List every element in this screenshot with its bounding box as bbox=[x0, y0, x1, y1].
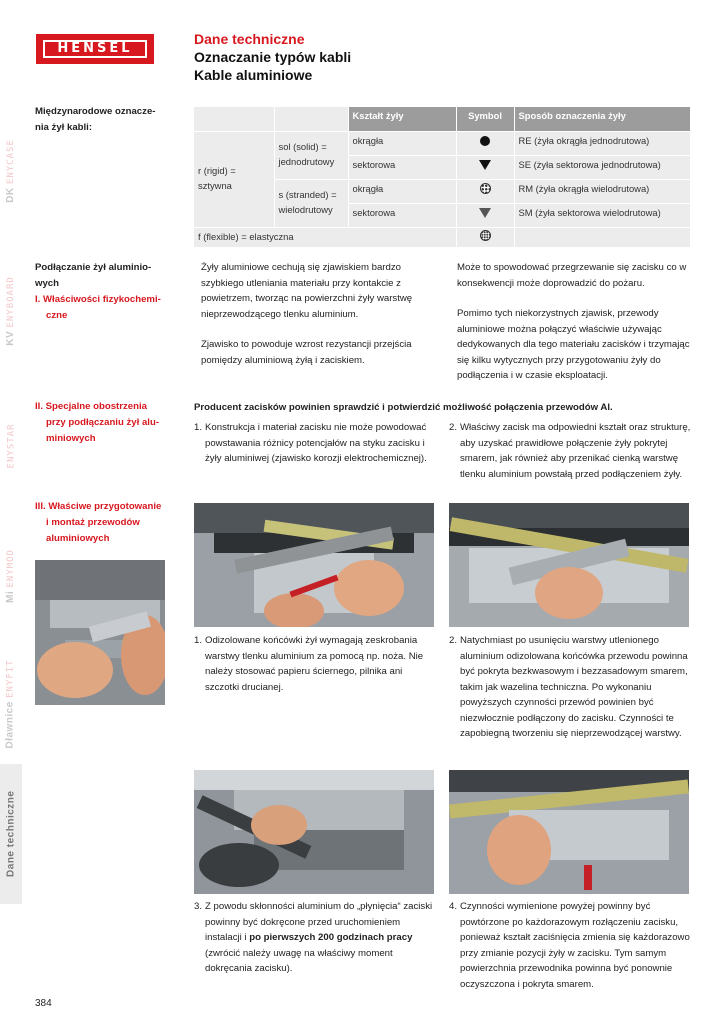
side-tab-dlawnice[interactable]: Dławnice ENYFIT bbox=[5, 658, 17, 749]
sec3-step-4: 4. Czynności wymienione powyżej powinny być powtórzone po każdorazowym rozłączeniu zacisku, ponieważ kształt zaciśnięcia zmienia się każdorazowo przy zmianie pozycji żyły w zacisku. Tym samym powierzchnia przewodnika powinna być ponownie oczyszczona i pokryta smarem. bbox=[449, 901, 690, 990]
table-cell: sektorowa bbox=[348, 155, 456, 179]
table-cell-symbol bbox=[456, 203, 514, 227]
header-subtitle-2: Kable aluminiowe bbox=[194, 67, 313, 83]
sector-solid-icon bbox=[479, 160, 491, 170]
photo-stripping-knife bbox=[35, 560, 165, 705]
label-intl-designation: Międzynarodowe oznacze- nia żył kabli: bbox=[35, 106, 156, 133]
page-number: 384 bbox=[35, 998, 52, 1009]
round-solid-icon bbox=[480, 136, 490, 146]
table-cell: RE (żyła okrągła jednodrutowa) bbox=[514, 131, 691, 155]
sec1-left-text: Żyły aluminiowe cechują się zjawiskiem bardzo szybkiego utleniania materiału przy kontakcie z powietrzem, tworząc na powierzchni żyły warstwę nieprzewodzącego tlenku aluminium. Zjawisko to powoduje wzrost rezystancji przejścia pomiędzy aluminiową żyłą i zaciskiem. bbox=[201, 262, 413, 366]
label-section-3: III. Właściwe przygotowanie i montaż przewodów aluminiowych bbox=[35, 501, 162, 544]
round-stranded-icon bbox=[480, 183, 491, 194]
logo-text: HENSEL bbox=[43, 40, 147, 58]
sec3-step-3: 3. Z powodu skłonności aluminium do „płynięcia“ zaciski powinny być dokręcone przed uruchomieniem instalacji i po pierwszych 200 godzinach pracy (zwrócić należy uwagę na właściwy moment dokręcania zacisku). bbox=[194, 901, 433, 974]
table-header: Symbol bbox=[456, 107, 514, 131]
sec2-item-1: 1. Konstrukcja i materiał zacisku nie może powodować powstawania różnicy potencjałów na styku zacisku i żyły aluminiwej (zjawisko korozji elektrochemicznej). bbox=[194, 422, 427, 464]
table-row bbox=[194, 131, 691, 155]
side-tabs bbox=[0, 96, 22, 906]
table-cell-rigid: r (rigid) = sztywna bbox=[194, 131, 274, 227]
table-cell-symbol bbox=[456, 131, 514, 155]
sec1-right-text: Może to spowodować przegrzewanie się zacisku co w konsekwencji może doprowadzić do pożaru. Pomimo tych niekorzystnych zjawisk, przewody aluminiowe można połączyć właściwie używając dedykowanych dla tego materiału zacisków i trzymając się kilku wytycznych przy przygotowaniu żyły do podłączenia i w czasie eksploatacji. bbox=[457, 262, 690, 381]
sec3-step-1: 1. Odizolowane końcówki żył wymagają zeskrobania warstwy tlenku aluminium za pomocą np. noża. Nie należy stosować papieru ściernego, pilnika ani szczotki drucianej. bbox=[194, 635, 424, 693]
table-header: Sposób oznaczenia żyły bbox=[514, 107, 691, 131]
table-cell bbox=[514, 227, 691, 248]
table-cell-symbol bbox=[456, 179, 514, 203]
table-cell-flexible: f (flexible) = elastyczna bbox=[194, 227, 456, 248]
side-tab-enystar[interactable]: ENYSTAR bbox=[6, 423, 17, 469]
label-section-1: I. Właściwości fizykochemi- czne bbox=[35, 294, 161, 321]
table-header: Kształt żyły bbox=[348, 107, 456, 131]
header-title: Dane techniczne bbox=[194, 31, 305, 47]
sec2-item-2: 2. Właściwy zacisk ma odpowiedni kształt oraz strukturę, aby uzyskać prawidłowe połączenie żyły pokrytej smarem, jak również aby przenikać cienką warstwę tlenku aluminium powstałą przed podłączeniem żyły. bbox=[449, 422, 691, 480]
table-cell-solid: sol (solid) = jednodrutowy bbox=[274, 131, 348, 179]
header-subtitle: Oznaczanie typów kabli bbox=[194, 49, 352, 65]
sector-stranded-icon bbox=[479, 208, 491, 218]
side-tab-dane-techniczne[interactable]: Dane techniczne bbox=[0, 764, 22, 904]
hensel-logo bbox=[36, 34, 154, 64]
label-connecting: Podłączanie żył aluminio- wych bbox=[35, 262, 152, 289]
side-tab-kv[interactable]: KV ENYBOARD bbox=[5, 276, 17, 346]
table-row bbox=[194, 227, 691, 248]
table-cell-stranded: s (stranded) = wielodrutowy bbox=[274, 179, 348, 227]
table-cell: sektorowa bbox=[348, 203, 456, 227]
table-cell: RM (żyła okrągła wielodrutowa) bbox=[514, 179, 691, 203]
photo-step-2 bbox=[449, 503, 689, 627]
photo-step-1 bbox=[194, 503, 434, 627]
photo-step-4 bbox=[449, 770, 689, 894]
label-section-2: II. Specjalne obostrzenia przy podłączaniu żył alu- miniowych bbox=[35, 401, 160, 444]
table-header-row bbox=[194, 107, 691, 131]
table-cell: SM (żyła sektorowa wielodrutowa) bbox=[514, 203, 691, 227]
cable-designation-table bbox=[194, 107, 691, 248]
flexible-icon bbox=[480, 230, 491, 241]
table-cell: SE (żyła sektorowa jednodrutowa) bbox=[514, 155, 691, 179]
table-cell: okrągła bbox=[348, 179, 456, 203]
table-cell: okrągła bbox=[348, 131, 456, 155]
side-tab-mi[interactable]: Mi ENYMOD bbox=[5, 549, 17, 603]
sec2-heading: Producent zacisków powinien sprawdzić i potwierdzić możliwość połączenia przewodów Al. bbox=[194, 402, 613, 413]
side-tab-dk[interactable]: DK ENYCASE bbox=[5, 139, 17, 203]
table-cell-symbol bbox=[456, 227, 514, 248]
page-header bbox=[194, 30, 351, 84]
table-cell-symbol bbox=[456, 155, 514, 179]
photo-step-3 bbox=[194, 770, 434, 894]
sec3-step-2: 2. Natychmiast po usunięciu warstwy utlenionego aluminium odizolowana końcówka przewodu powinna być pokryta bezkwasowym i bezzasadowym smarem, takim jak wazelina techniczna. Po wykonaniu powyższych czynności przewód powinien być niezwłocznie podłączony do zacisku. Czynności te zapobiegną tworzeniu się nieprzewodzącej warstwy. bbox=[449, 635, 688, 739]
